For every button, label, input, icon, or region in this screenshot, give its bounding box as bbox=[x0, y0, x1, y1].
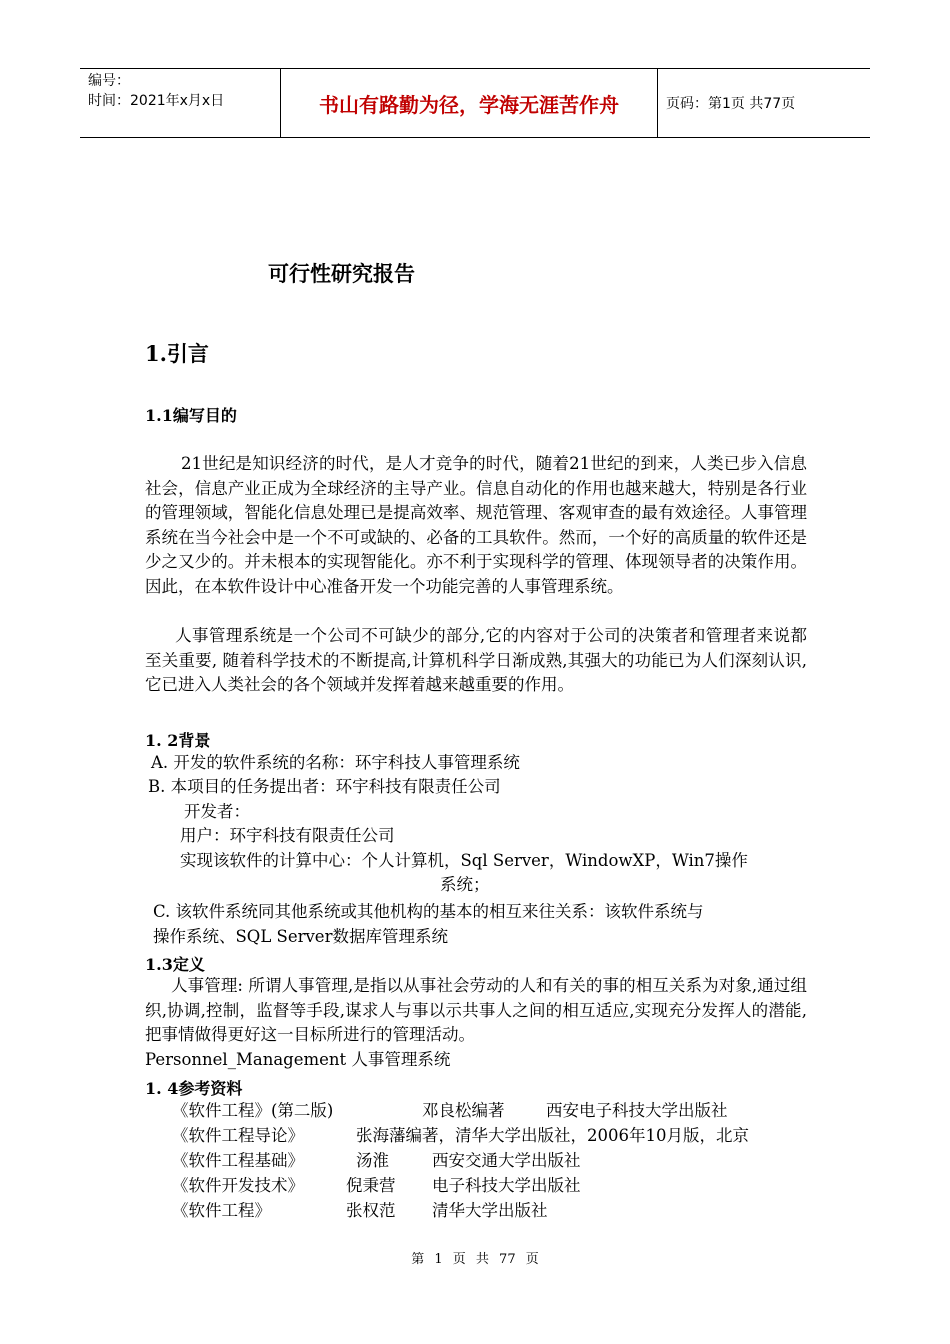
reference-book: 《软件工程基础》 bbox=[172, 1151, 304, 1170]
reference-book: 《软件开发技术》 bbox=[172, 1176, 304, 1195]
background-compute-center: 实现该软件的计算中心：个人计算机，Sql Server，WindowXP，Win7操作 bbox=[180, 851, 748, 870]
section-1-3-heading: 1.3定义 bbox=[145, 955, 205, 974]
reference-book: 《软件工程》 bbox=[172, 1201, 271, 1220]
reference-publisher: 西安交通大学出版社 bbox=[432, 1151, 581, 1170]
background-developer: 开发者： bbox=[184, 802, 250, 821]
section-1-heading: 1.引言 bbox=[145, 341, 209, 366]
background-user: 用户：环宇科技有限责任公司 bbox=[180, 826, 395, 845]
background-item-c: C. 该软件系统同其他系统或其他机构的基本的相互来往关系：该软件系统与 bbox=[153, 902, 704, 921]
section-1-1-heading: 1.1编写目的 bbox=[145, 406, 237, 425]
background-compute-center-cont: 系统； bbox=[440, 875, 490, 894]
page-footer: 第 1 页 共 77 页 bbox=[411, 1252, 539, 1267]
definition-term: Personnel_Management 人事管理系统 bbox=[145, 1050, 451, 1069]
page-header bbox=[80, 68, 870, 138]
reference-book: 《软件工程导论》 bbox=[172, 1126, 304, 1145]
header-date: 时间：2021年x月x日 bbox=[88, 93, 225, 109]
reference-author: 张海藩编著，清华大学出版社，2006年10月版，北京 bbox=[356, 1126, 749, 1145]
header-motto: 书山有路勤为径，学海无涯苦作舟 bbox=[280, 69, 658, 137]
background-item-a: A. 开发的软件系统的名称：环宇科技人事管理系统 bbox=[151, 753, 520, 772]
reference-book: 《软件工程》(第二版) bbox=[172, 1101, 334, 1120]
header-number: 编号： bbox=[88, 73, 130, 89]
section-1-2-heading: 1. 2背景 bbox=[145, 731, 211, 750]
reference-author: 汤淮 bbox=[356, 1151, 389, 1170]
reference-publisher: 电子科技大学出版社 bbox=[432, 1176, 581, 1195]
header-page-code: 页码：第1页 共77页 bbox=[666, 96, 796, 112]
reference-publisher: 清华大学出版社 bbox=[432, 1201, 548, 1220]
background-item-c-cont: 操作系统、SQL Server数据库管理系统 bbox=[153, 927, 448, 946]
definition-paragraph: 人事管理: 所谓人事管理,是指以从事社会劳动的人和有关的事的相互关系为对象,通过组织,协调,控制，监督等手段,谋求人与事以示共事人之间的相互适应,实现充分发挥人的潜能,把事情做得更好这一目标所进行的管理活动。 bbox=[145, 976, 807, 1044]
header-meta bbox=[80, 69, 280, 137]
reference-author: 张权范 bbox=[346, 1201, 396, 1220]
section-1-4-heading: 1. 4参考资料 bbox=[145, 1079, 243, 1098]
reference-publisher: 西安电子科技大学出版社 bbox=[546, 1101, 728, 1120]
document-title: 可行性研究报告 bbox=[268, 262, 415, 286]
background-item-b: B. 本项目的任务提出者：环宇科技有限责任公司 bbox=[148, 777, 501, 796]
purpose-paragraph-2: 人事管理系统是一个公司不可缺少的部分,它的内容对于公司的决策者和管理者来说都至关重要, 随着科学技术的不断提高,计算机科学日渐成熟,其强大的功能已为人们深刻认识,它已进入人类社会的各个领域并发挥着越来越重要的作用。 bbox=[145, 626, 807, 694]
reference-author: 邓良松编著 bbox=[422, 1101, 505, 1120]
purpose-paragraph-1: 21世纪是知识经济的时代，是人才竞争的时代，随着21世纪的到来，人类已步入信息社会，信息产业正成为全球经济的主导产业。信息自动化的作用也越来越大，特别是各行业的管理领域，智能化信息处理已是提高效率、规范管理、客观审查的最有效途径。人事管理系统在当今社会中是一个不可或缺的、必备的工具软件。然而，一个好的高质量的软件还是少之又少的。并未根本的实现智能化。亦不利于实现科学的管理、体现领导者的决策作用。因此，在本软件设计中心准备开发一个功能完善的人事管理系统。 bbox=[145, 454, 807, 596]
reference-author: 倪秉营 bbox=[346, 1176, 396, 1195]
